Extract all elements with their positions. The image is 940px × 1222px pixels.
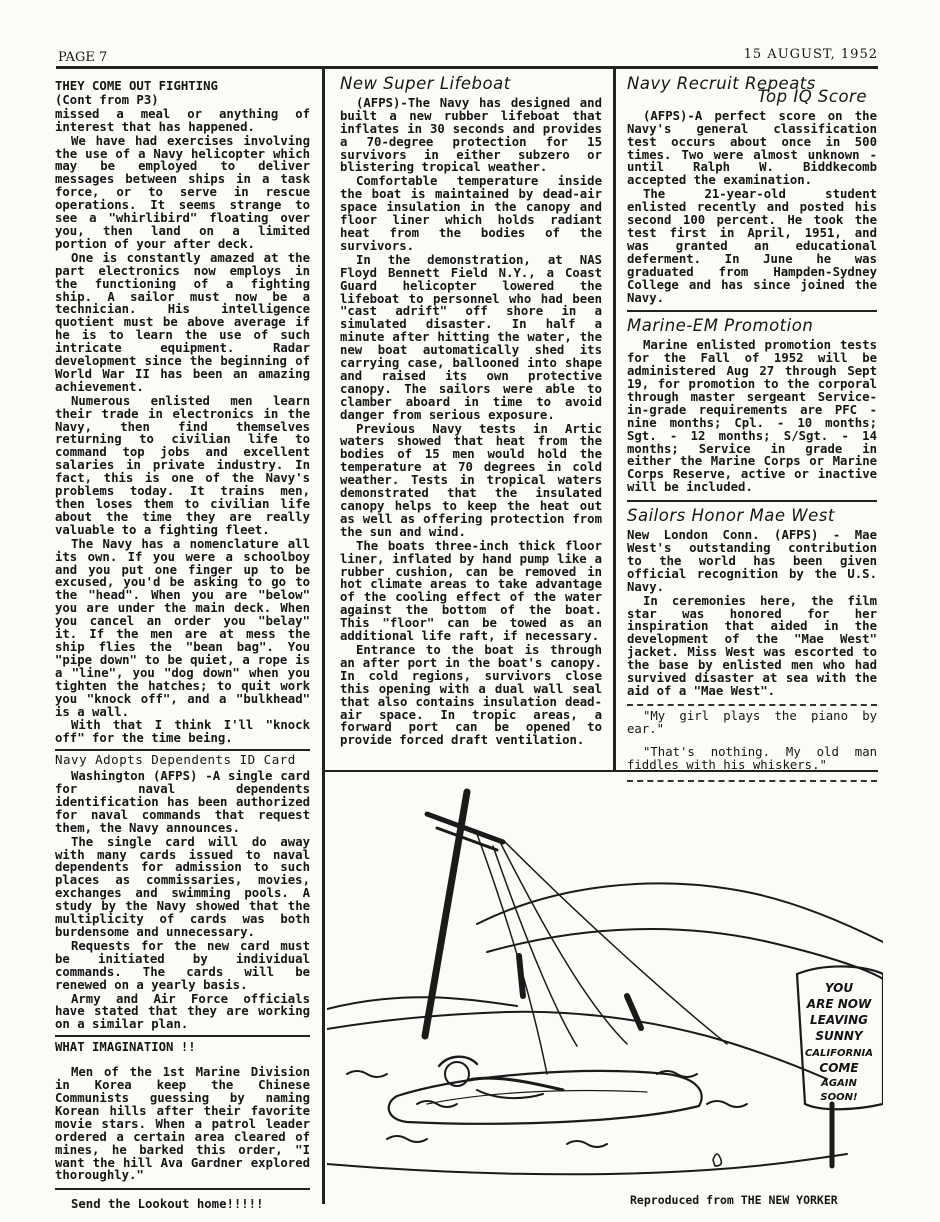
sign-text	[805, 981, 873, 1103]
paragraph: In ceremonies here, the film star was honored for her inspiration that aided in the development of the "Mae West" jacket. Miss West was escorted to the base by enlisted men who had survived disaster at sea with the aid of a "Mae West".	[627, 593, 877, 698]
paragraph: One is constantly amazed at the part electronics now employs in the functioning of a fighting ship. A sailor must now be a technician. His intelligence quotient must be above average if he is to learn the use of such intricate equipment. Radar development since the beginning of World War II has been an amazing achievement.	[55, 250, 310, 394]
column-divider-right	[613, 68, 616, 772]
paragraph: With that I think I'll "knock off" for the time being.	[55, 718, 310, 746]
article-cont-note: (Cont from P3)	[55, 92, 159, 107]
section-divider	[55, 749, 310, 751]
cartoon-illustration	[327, 774, 883, 1192]
paragraph: Previous Navy tests in Artic waters showed that heat from the bodies of 15 men would hold the temperature at 70 degrees in cold weather. Tests in tropical waters demonstrated that the insulated canopy helps to keep the heat out as well as offering protection from the sun and wind.	[340, 421, 602, 539]
column-divider-left	[322, 68, 325, 1204]
wave	[707, 1101, 747, 1107]
paragraph: Men of the 1st Marine Division in Korea keep the Chinese Communists guessing by naming Korean hills after their favorite movie stars. When a patrol leader ordered a certain area cleared of mines, he barked this order, "I want the hill Ava Gardner explored thoroughly."	[55, 1065, 310, 1183]
wire	[477, 834, 547, 1074]
sign-line: SOON!	[820, 1092, 858, 1103]
paragraph: In the demonstration, at NAS Floyd Bennett Field N.Y., a Coast Guard helicopter lowered the lifeboat to personnel who had been "cast adrift" off shore in a simulated disaster. In half a minute after hitting the water, the new boat automatically shed its carrying case, ballooned into shape and raised its own protective canopy. The sailors were able to clamber aboard in time to avoid danger from serious exposure.	[340, 252, 602, 422]
sign-line: YOU	[824, 981, 854, 995]
section-divider	[627, 310, 877, 312]
paragraph: Numerous enlisted men learn their trade in electronics in the Navy, then find themselves returning to civilian life to command top jobs and excellent salaries in private industry. In fact, this is one of the Navy's problems today. It trains men, then loses them to civilian life about the time they are really valuable to a fighting fleet.	[55, 393, 310, 537]
submerged-pole	[519, 956, 523, 996]
column-middle	[340, 76, 602, 748]
article-title-mae-west: Sailors Honor Mae West	[627, 506, 835, 526]
article-title-imagination: WHAT IMAGINATION !!	[55, 1040, 196, 1055]
paragraph: The Navy has a nomenclature all its own. If you were a schoolboy and you put one finger up to be excused, you'd be asking to go to the "head". When you are "below" you are under the main deck. When you cancel an order you "belay" it. If the men are at mess the ship flies the "bean bag". You "pipe down" to be quiet, a rope is a "line", you "dog down" when you tighten the hatches; to quit work you "knock off", and a "bulkhead" is a wall.	[55, 536, 310, 719]
paragraph: New London Conn. (AFPS) - Mae West's outstanding contribution to the world has been given official recognition by the U.S. Navy.	[627, 528, 877, 594]
wire	[503, 840, 727, 1044]
paragraph: Army and Air Force officials have stated that they are working on a similar plan.	[55, 991, 310, 1032]
paragraph: (AFPS)-The Navy has designed and built a new rubber lifeboat that inflates in 30 seconds and provides a 70-degree protection for 15 survivors in either subzero or blistering tropical weather.	[340, 95, 602, 175]
page-number: PAGE 7	[58, 50, 108, 65]
cartoon-credit: Reproduced from THE NEW YORKER	[630, 1193, 838, 1207]
small-critter	[713, 1154, 721, 1166]
joke-line: "That's nothing. My old man fiddles with his whiskers."	[627, 744, 877, 772]
water-line	[327, 1154, 847, 1174]
paragraph: Washington (AFPS) -A single card for naval dependents identification has been authorized for naval commands that request them, the Navy announces.	[55, 769, 310, 835]
top-rule	[56, 66, 878, 69]
sign-line: COME	[819, 1061, 859, 1075]
column-left	[55, 78, 310, 1212]
article-title-id-card: Navy Adopts Dependents ID Card	[55, 752, 296, 768]
article-title-lifeboat: New Super Lifeboat	[340, 74, 511, 93]
column-right	[627, 76, 877, 786]
section-divider	[55, 1188, 310, 1190]
wave	[387, 1136, 427, 1142]
section-divider	[55, 1035, 310, 1037]
paragraph: Entrance to the boat is through an after port in the boat's canopy. In cold regions, survivors close this opening with a dual wall seal that also contains insulation dead-air space. In tropic areas, a forward port can be opened to provide forced draft ventilation.	[340, 642, 602, 748]
article-title-recruit: Navy Recruit Repeats	[627, 74, 816, 93]
floating-log	[389, 1071, 702, 1124]
send-lookout-note: Send the Lookout home!!!!!	[71, 1197, 264, 1212]
section-divider	[627, 500, 877, 502]
hill-line	[487, 929, 883, 979]
joke-line: "My girl plays the piano by ear."	[627, 708, 877, 736]
paragraph: Requests for the new card must be initiated by individual commands. The cards will be renewed on a yearly basis.	[55, 938, 310, 992]
wave	[567, 1141, 607, 1147]
paragraph: missed a meal or anything of interest that has happened.	[55, 106, 310, 134]
sign-line: SUNNY	[815, 1029, 863, 1043]
wave	[347, 1071, 387, 1077]
issue-date: 15 AUGUST, 1952	[743, 47, 878, 62]
article-title-marine: Marine-EM Promotion	[627, 316, 814, 336]
paragraph: (AFPS)-A perfect score on the Navy's general classification test occurs about once in 500 times. Two were almost unknown - until Ralph W. Biddkecomb accepted the examination.	[627, 108, 877, 188]
submerged-pole	[627, 996, 641, 1028]
paragraph: We have had exercises involving the use of a Navy helicopter which may be employed to deliver messages between ships in a task force, or to serve in rescue operations. It seems strange to see a "whirlibird" floating over you, then land on a limited portion of your after deck.	[55, 133, 310, 251]
sign-line: AGAIN	[821, 1078, 857, 1089]
paragraph: Comfortable temperature inside the boat is maintained by dead-air space insulation in the canopy and floor liner which holds radiant heat from the bodies of the survivors.	[340, 174, 602, 253]
joke-divider	[627, 704, 877, 706]
sign-line: CALIFORNIA	[804, 1048, 874, 1059]
sign-line: LEAVING	[810, 1013, 868, 1027]
wire	[493, 846, 577, 1046]
article-title-fighting: THEY COME OUT FIGHTING	[55, 79, 218, 93]
paragraph: The boats three-inch thick floor liner, inflated by hand pump like a rubber cushion, can be removed in hot climate areas to take advantage of the cooling effect of the water against the bottom of the boat. This "floor" can be towed as an additional life raft, if necessary.	[340, 538, 602, 644]
paragraph: The 21-year-old student enlisted recently and posted his second 100 percent. He took the test first in April, 1951, and was granted an educational deferment. In June he was graduated from Hampden-Sydney College and has since joined the Navy.	[627, 187, 877, 305]
man-body	[469, 1078, 563, 1090]
sign-line: ARE NOW	[806, 997, 872, 1011]
paragraph: Marine enlisted promotion tests for the Fall of 1952 will be administered Aug 27 through Sept 19, for promotion to the corporal through master sergeant Service-in-grade requirements are PFC - nine months; Cpl. - 10 months; Sgt. - 12 months; S/Sgt. - 14 months; Service in grade in either the Marine Corps or Marine Corps Reserve, active or inactive will be included.	[627, 338, 877, 495]
article-title-recruit-line2: Top IQ Score	[757, 86, 867, 106]
paragraph: The single card will do away with many cards issued to naval dependents for admission to such places as commissaries, movies, exchanges and swimming pools. A study by the Navy showed that the multiplicity of cards was both burdensome and unnecessary.	[55, 834, 310, 939]
hill-line	[327, 997, 517, 1009]
